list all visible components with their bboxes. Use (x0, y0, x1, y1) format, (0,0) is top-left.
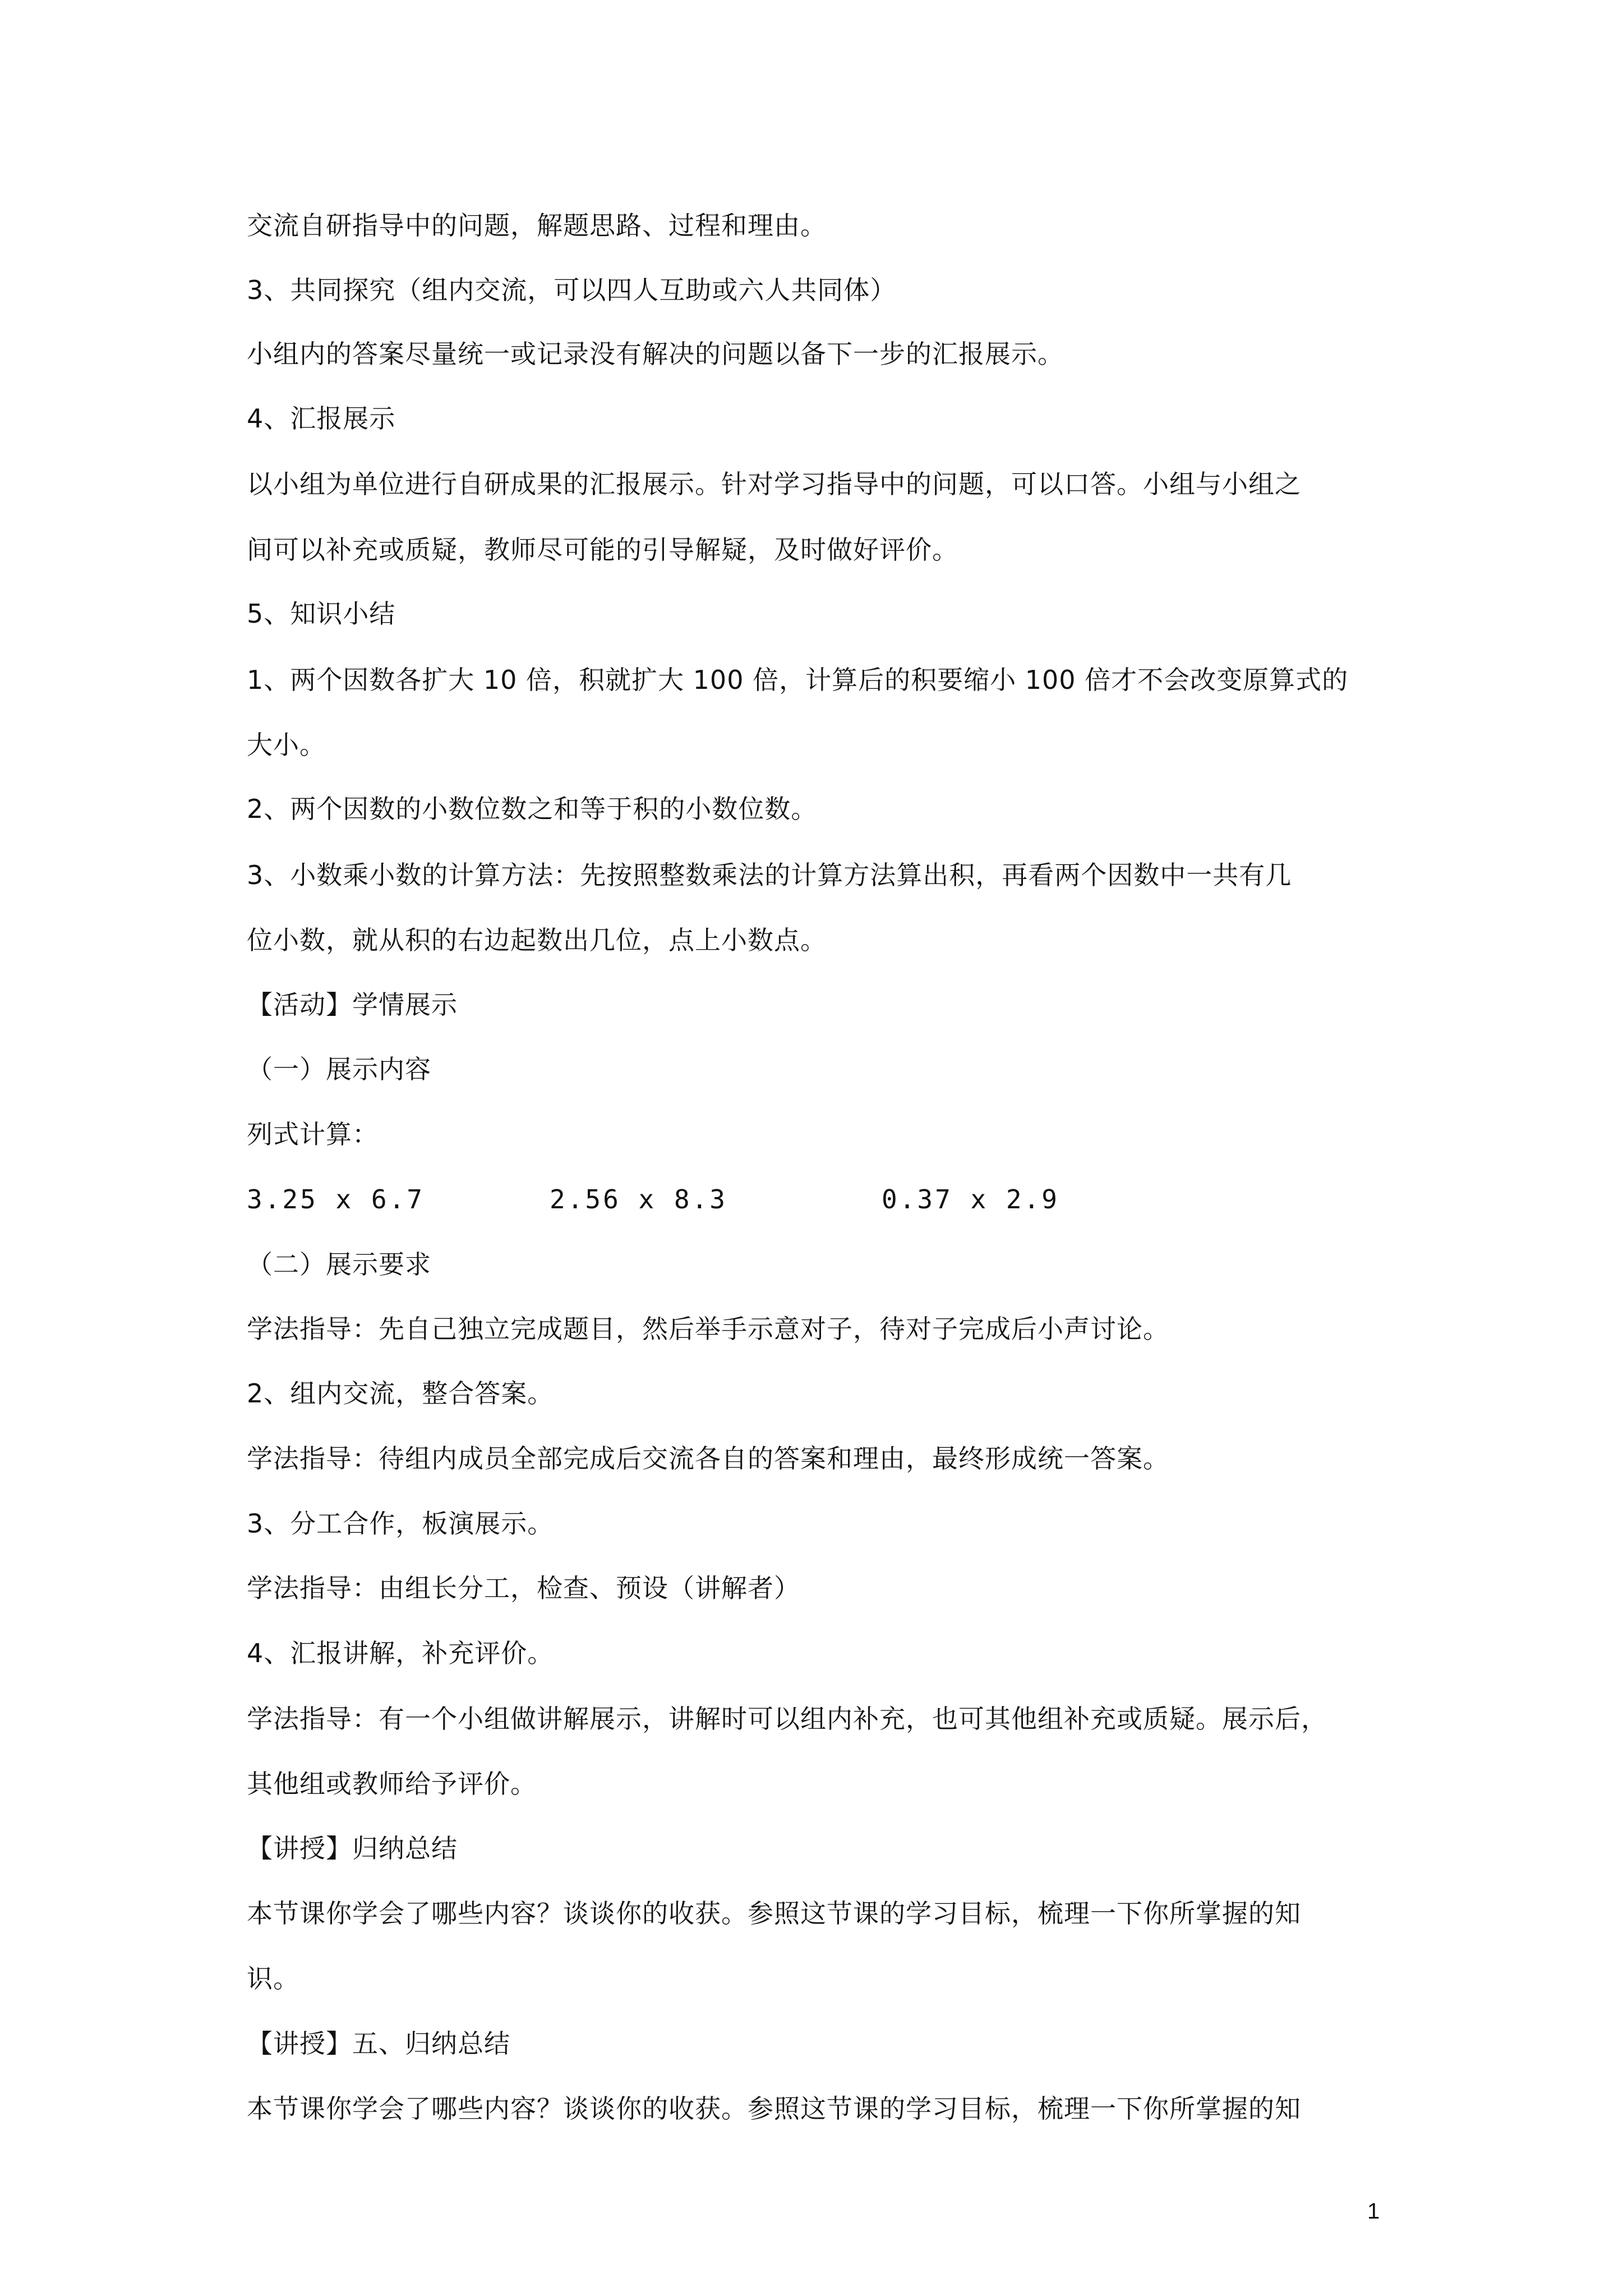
section-heading: 4、汇报展示 (247, 403, 396, 434)
page-number: 1 (1367, 2199, 1380, 2224)
section-heading: 【活动】学情展示 (247, 990, 458, 1020)
section-heading: （一）展示内容 (247, 1054, 431, 1084)
text-line: 本节课你学会了哪些内容？谈谈你的收获。参照这节课的学习目标，梳理一下你所掌握的知 (247, 2093, 1301, 2124)
text-line: 2、组内交流，整合答案。 (247, 1378, 554, 1409)
text-line: 学法指导：待组内成员全部完成后交流各自的答案和理由，最终形成统一答案。 (247, 1443, 1169, 1474)
section-heading: （二）展示要求 (247, 1249, 431, 1280)
text-line: 间可以补充或质疑，教师尽可能的引导解疑，及时做好评价。 (247, 535, 958, 565)
text-line: 位小数，就从积的右边起数出几位，点上小数点。 (247, 925, 827, 955)
text-line: 学法指导：先自己独立完成题目，然后举手示意对子，待对子完成后小声讨论。 (247, 1314, 1169, 1344)
text-line: 交流自研指导中的问题，解题思路、过程和理由。 (247, 210, 827, 241)
text-line: 小组内的答案尽量统一或记录没有解决的问题以备下一步的汇报展示。 (247, 339, 1064, 369)
text-line: 识。 (247, 1963, 299, 1994)
section-heading: 5、知识小结 (247, 599, 396, 629)
section-heading: 【讲授】归纳总结 (247, 1833, 458, 1864)
text-line: 列式计算： (247, 1119, 379, 1149)
text-line: 学法指导：有一个小组做讲解展示，讲解时可以组内补充，也可其他组补充或质疑。展示后， (247, 1704, 1327, 1734)
text-line: 本节课你学会了哪些内容？谈谈你的收获。参照这节课的学习目标，梳理一下你所掌握的知 (247, 1898, 1301, 1929)
text-line: 大小。 (247, 730, 326, 760)
text-line: 4、汇报讲解，补充评价。 (247, 1638, 554, 1668)
calculation-item: 3.25 x 6.7 (247, 1184, 425, 1214)
text-line: 1、两个因数各扩大 10 倍，积就扩大 100 倍，计算后的积要缩小 100 倍才不会改变原算式的 (247, 665, 1349, 695)
calculation-item: 2.56 x 8.3 (550, 1184, 727, 1214)
text-line: 2、两个因数的小数位数之和等于积的小数位数。 (247, 794, 818, 824)
text-line: 以小组为单位进行自研成果的汇报展示。针对学习指导中的问题，可以口答。小组与小组之 (247, 469, 1301, 499)
text-line: 学法指导：由组长分工，检查、预设（讲解者） (247, 1573, 800, 1603)
text-line: 3、小数乘小数的计算方法：先按照整数乘法的计算方法算出积，再看两个因数中一共有几 (247, 860, 1292, 890)
text-line: 3、共同探究（组内交流，可以四人互助或六人共同体） (247, 275, 897, 305)
text-line: 其他组或教师给予评价。 (247, 1769, 537, 1799)
calculation-item: 0.37 x 2.9 (882, 1184, 1059, 1214)
section-heading: 【讲授】五、归纳总结 (247, 2028, 510, 2059)
text-line: 3、分工合作，板演展示。 (247, 1508, 554, 1539)
